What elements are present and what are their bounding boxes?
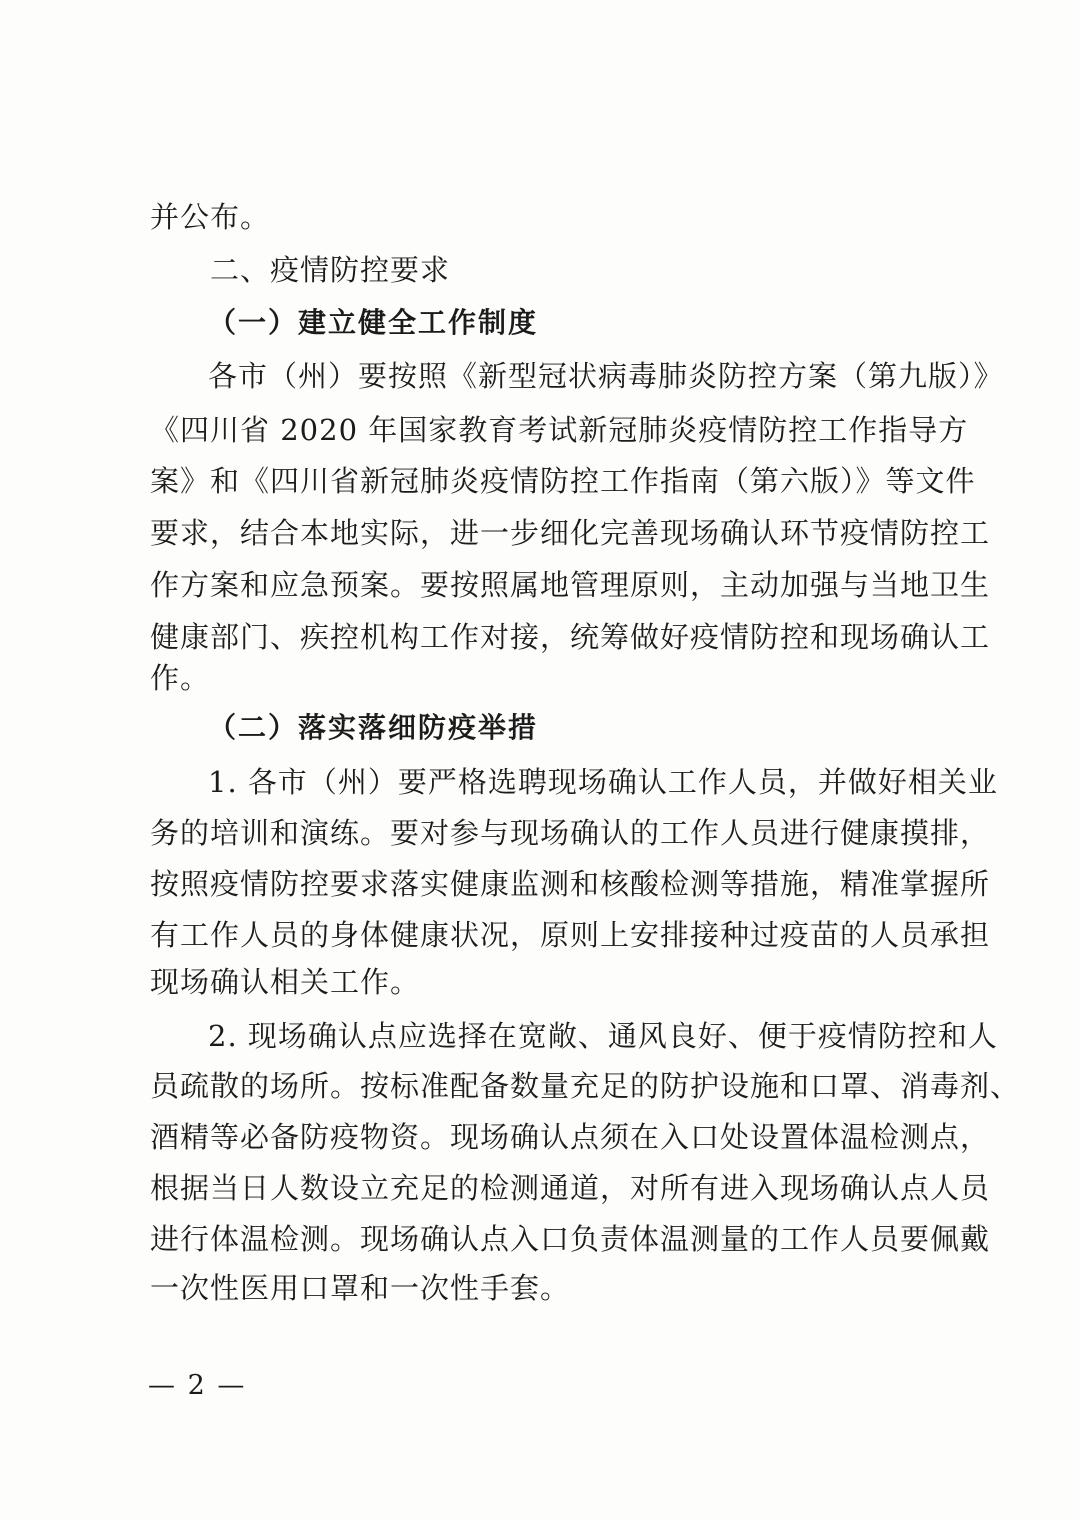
- paragraph-line: 1. 各市（州）要严格选聘现场确认工作人员，并做好相关业: [208, 765, 998, 799]
- paragraph-line: 有工作人员的身体健康状况，原则上安排接种过疫苗的人员承担: [150, 918, 991, 952]
- subsection-heading: （一）建立健全工作制度: [208, 306, 539, 339]
- paragraph-line: 案》和《四川省新冠肺炎疫情防控工作指南（第六版）》等文件: [150, 464, 976, 498]
- paragraph-line: 根据当日人数设立充足的检测通道，对所有进入现场确认点人员: [150, 1171, 991, 1205]
- paragraph-line: 现场确认相关工作。: [150, 965, 421, 999]
- section-heading: 二、疫情防控要求: [210, 253, 451, 287]
- paragraph-line: 各市（州）要按照《新型冠状病毒肺炎防控方案（第九版）》: [208, 359, 1004, 393]
- paragraph-line: 一次性医用口罩和一次性手套。: [150, 1271, 571, 1305]
- paragraph-line: 酒精等必备防疫物资。现场确认点须在入口处设置体温检测点，: [150, 1120, 991, 1154]
- paragraph-line: 进行体温检测。现场确认点入口负责体温测量的工作人员要佩戴: [150, 1222, 991, 1256]
- paragraph-line: 务的培训和演练。要对参与现场确认的工作人员进行健康摸排，: [150, 816, 991, 850]
- paragraph-line: 按照疫情防控要求落实健康监测和核酸检测等措施，精准掌握所: [150, 867, 991, 901]
- paragraph-line: 要求，结合本地实际，进一步细化完善现场确认环节疫情防控工: [150, 516, 991, 550]
- text-line: 并公布。: [150, 200, 271, 234]
- paragraph-line: 2. 现场确认点应选择在宽敞、通风良好、便于疫情防控和人: [208, 1019, 998, 1053]
- paragraph-line: 《四川省 2020 年国家教育考试新冠肺炎疫情防控工作指导方: [150, 413, 969, 447]
- page-number: — 2 —: [148, 1370, 247, 1401]
- subsection-heading: （二）落实落细防疫举措: [208, 711, 539, 744]
- paragraph-line: 健康部门、疾控机构工作对接，统筹做好疫情防控和现场确认工: [150, 620, 991, 654]
- paragraph-line: 作。: [150, 661, 211, 695]
- paragraph-line: 作方案和应急预案。要按照属地管理原则，主动加强与当地卫生: [150, 568, 991, 602]
- paragraph-line: 员疏散的场所。按标准配备数量充足的防护设施和口罩、消毒剂、: [150, 1069, 1021, 1103]
